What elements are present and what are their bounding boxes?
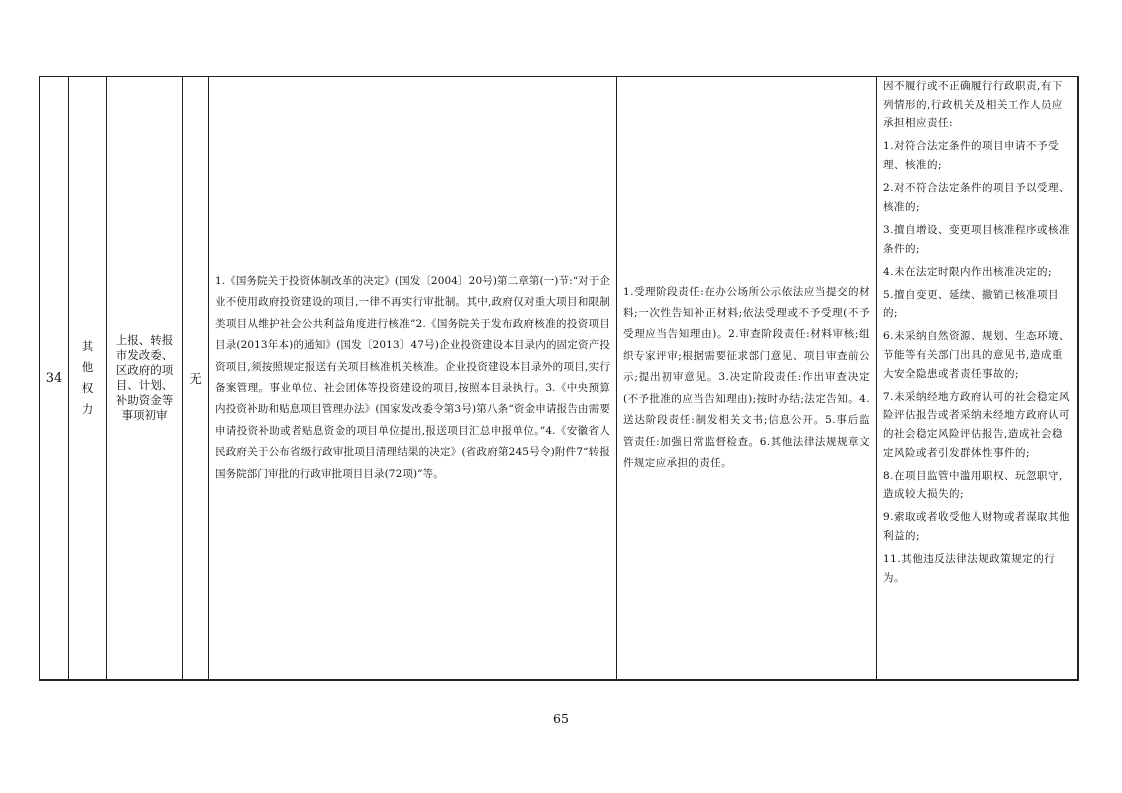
table-row xyxy=(40,77,1078,680)
sub-item: 无 xyxy=(183,77,209,680)
accountability-item: 9.索取或者收受他人财物或者谋取其他利益的; xyxy=(883,511,1071,543)
page-number: 65 xyxy=(553,711,569,726)
legal-basis: 1.《国务院关于投资体制改革的决定》(国发〔2004〕20号)第二章第(一)节:“对于企业不使用政府投资建设的项目,一律不再实行审批制。其中,政府仅对重大项目和限制类项目从维护社会公共利益角度进行核准”2.《国务院关于发布政府核准的投资项目目录(2013年本)的通知》(国发〔2013〕47号)企业投资建设本目录内的固定资产投资项目,须按照规定报送有关项目核准机关核准。企业投资建设本目录外的项目,实行备案管理。事业单位、社会团体等投资建设的项目,按照本目录执行。3.《中央预算内投资补助和贴息项目管理办法》(国家发改委令第3号)第八条“资金申请报告由需要申请投资补助或者贴息资金的项目单位提出,报送项目汇总申报单位。”4.《安徽省人民政府关于公布省级行政审批项目清理结果的决定》(省政府第245号令)附件7“转报国务院部门审批的行政审批项目目录(72项)”等。 xyxy=(209,77,617,680)
accountability-item: 2.对不符合法定条件的项目予以受理、核准的; xyxy=(883,182,1071,213)
power-list-table xyxy=(39,76,1078,680)
accountability-item: 8.在项目监管中滥用职权、玩忽职守,造成较大损失的; xyxy=(883,469,1063,501)
accountability-item: 4.未在法定时限内作出核准决定的; xyxy=(883,265,1053,278)
accountability-item: 因不履行或不正确履行行政职责,有下列情形的,行政机关及相关工作人员应承担相应责任: xyxy=(883,80,1063,130)
category-char: 他 xyxy=(81,360,94,374)
accountability-cases xyxy=(877,77,1078,680)
power-category xyxy=(69,77,107,680)
accountability-item: 11.其他违反法律法规政策规定的行为。 xyxy=(883,553,1056,584)
item-name: 上报、转报市发改委、区政府的项目、计划、补助资金等事项初审 xyxy=(107,77,183,680)
accountability-item: 1.对符合法定条件的项目申请不予受理、核准的; xyxy=(883,140,1060,172)
accountability-item: 5.擅自变更、延续、撤销已核准项目的; xyxy=(883,288,1060,320)
row-number: 34 xyxy=(40,77,69,680)
category-char: 权 xyxy=(81,381,94,395)
category-char: 力 xyxy=(81,402,94,416)
category-char: 其 xyxy=(81,339,94,353)
responsibility-items: 1.受理阶段责任:在办公场所公示依法应当提交的材料;一次性告知补正材料;依法受理或不予受理(不予受理应当告知理由)。2.审查阶段责任:材料审核;组织专家评审;根据需要征求部门意见、项目审查前公示;提出初审意见。3.决定阶段责任:作出审查决定(不予批准的应当告知理由);按时办结;法定告知。4.送达阶段责任:制发相关文书;信息公开。5.事后监管责任:加强日常监督检查。6.其他法律法规规章文件规定应承担的责任。 xyxy=(617,77,877,680)
accountability-item: 6.未采纳自然资源、规划、生态环境、节能等有关部门出具的意见书,造成重大安全隐患或者责任事故的; xyxy=(883,330,1071,380)
accountability-item: 7.未采纳经地方政府认可的社会稳定风险评估报告或者采纳未经地方政府认可的社会稳定风险评估报告,造成社会稳定风险或者引发群体性事件的; xyxy=(883,390,1071,459)
accountability-item: 3.擅自增设、变更项目核准程序或核准条件的; xyxy=(883,223,1071,255)
